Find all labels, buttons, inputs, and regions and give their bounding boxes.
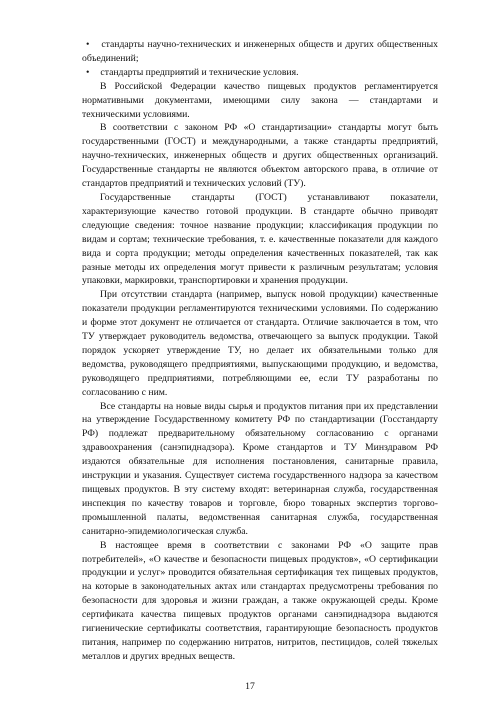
bullet-text: стандарты предприятий и технические условия. [100,66,299,78]
page-number: 17 [245,681,255,692]
paragraph: В Российской Федерации качество пищевых продуктов регламентируется нормативными документами, имеющими силу закона — стандартами и техническими условиями. [82,80,438,120]
bullet-item [82,66,438,80]
paragraph: В соответствии с законом РФ «О стандартизации» стандарты могут быть государственными (ГОСТ) и международными, а также стандарты предприятий, научно-технических, инженерных обществ и других общественных организаций. Государственные стандарты не являются объектом авторского права, в отличие от стандартов предприятий и технических условий (ТУ). [82,122,438,190]
bullet-icon: • [86,39,90,50]
bullet-text: стандарты научно-технических и инженерных обществ и других общественных объединений; [82,39,438,64]
paragraph: В настоящее время в соответствии с законами РФ «О защите прав потребителей», «О качестве и безопасности пищевых продуктов», «О сертификации продукции и услуг» проводится обязательная сертификация тех пищевых продуктов, на которые в законодательных актах или стандартах предусмотрены требования по безопасности для здоровья и жизни граждан, а также окружающей среды. Кроме сертификата качества пищевых продуктов органами санэпиднадзора выдаются гигиенические сертификаты соответствия, гарантирующие безопасность продуктов питания, например по содержанию нитратов, нитритов, пестицидов, солей тяжелых металлов и других вредных веществ. [82,539,438,662]
paragraph: Все стандарты на новые виды сырья и продуктов питания при их представлении на утверждение Государственному комитету РФ по стандартизации (Госстандарту РФ) подлежат предварительному обязательному согласованию с органами здравоохранения (санэпиднадзора). Кроме стандартов и ТУ Минздравом РФ издаются обязательные для исполнения постановления, санитарные правила, инструкции и указания. Существует система государственного надзора за качеством пищевых продуктов. В эту систему входят: ветеринарная служба, государственная инспекция по качеству товаров и торговле, бюро товарных экспертиз торгово-промышленной палаты, ведомственная санитарная служба, государственная санитарно-эпидемиологическая служба. [82,400,438,537]
paragraph: При отсутствии стандарта (например, выпуск новой продукции) качественные показатели продукции регламентируются техническими условиями. По содержанию и форме этот документ не отличается от стандарта. Отличие заключается в том, что ТУ утверждает руководитель ведомства, отвечающего за выпуск продукции. Такой порядок ускоряет утверждение ТУ, но делает их обязательными только для ведомства, руководящего предприятиями, выпускающими продукцию, и ведомства, руководящего предприятиями, потребляющими ее, если ТУ разработаны по согласованию с ним. [82,289,438,398]
bullet-item [82,38,438,66]
paragraph: Государственные стандарты (ГОСТ) устанавливают показатели, характеризующие качество готовой продукции. В стандарте обычно приводят следующие сведения: точное название продукции; классификация продукции по видам и сортам; технические требования, т. е. качественные показатели для каждого вида и сорта продукции; методы определения качественных показателей, так как разные методы их определения могут привести к различным результатам; условия упаковки, маркировки, транспортировки и хранения продукции. [82,191,438,287]
bullet-icon: • [86,66,90,78]
